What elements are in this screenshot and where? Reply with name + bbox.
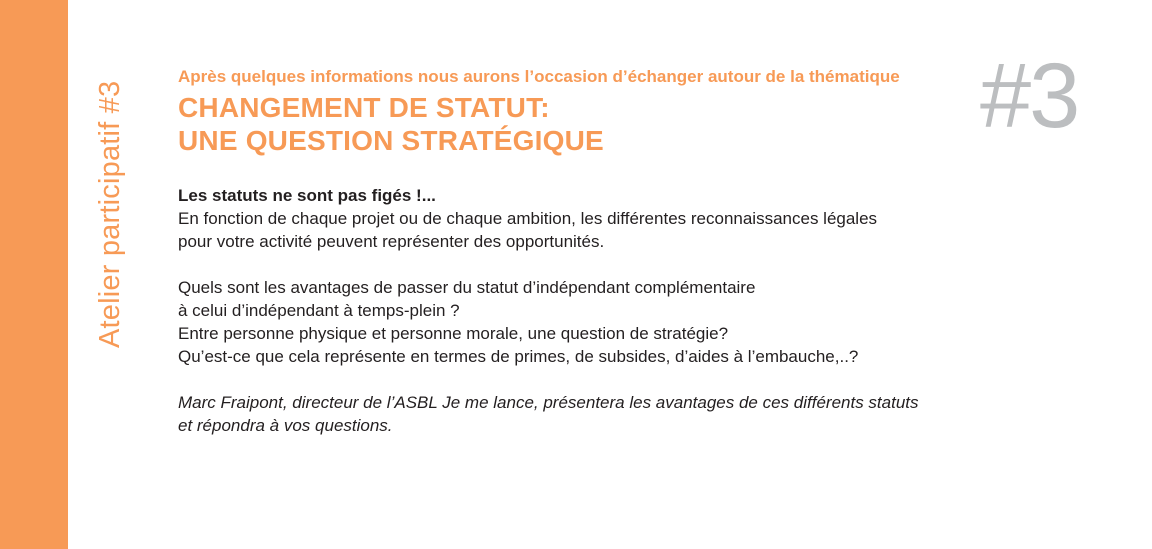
paragraph-3: [178, 391, 1038, 437]
content: [178, 66, 1038, 437]
paragraph-2-line: Quels sont les avantages de passer du statut d’indépendant complémentaire: [178, 278, 756, 297]
paragraph-1-line: pour votre activité peuvent représenter des opportunités.: [178, 232, 605, 251]
lead-text: Les statuts ne sont pas figés !...: [178, 186, 436, 205]
paragraph-2: [178, 276, 1038, 368]
paragraph-1-line: En fonction de chaque projet ou de chaque ambition, les différentes reconnaissances légales: [178, 209, 878, 228]
paragraph-2-line: Qu’est-ce que cela représente en termes de primes, de subsides, d’aides à l’embauche,..?: [178, 347, 859, 366]
title-line-1: CHANGEMENT DE STATUT:: [178, 92, 550, 123]
paragraph-2-line: à celui d’indépendant à temps-plein ?: [178, 301, 460, 320]
paragraph-1: [178, 207, 1038, 253]
intro-text: Après quelques informations nous aurons l’occasion d’échanger autour de la thématique: [178, 67, 900, 86]
left-accent-bar: [0, 0, 68, 549]
page-title: [178, 91, 1038, 157]
paragraph-3-line: et répondra à vos questions.: [178, 416, 393, 435]
side-label: Atelier participatif #3: [94, 80, 126, 348]
paragraph-3-line: Marc Fraipont, directeur de l’ASBL Je me lance, présentera les avantages de ces différents statuts: [178, 393, 919, 412]
session-number: #3: [980, 45, 1079, 147]
paragraph-2-line: Entre personne physique et personne morale, une question de stratégie?: [178, 324, 729, 343]
title-line-2: UNE QUESTION STRATÉGIQUE: [178, 125, 604, 156]
